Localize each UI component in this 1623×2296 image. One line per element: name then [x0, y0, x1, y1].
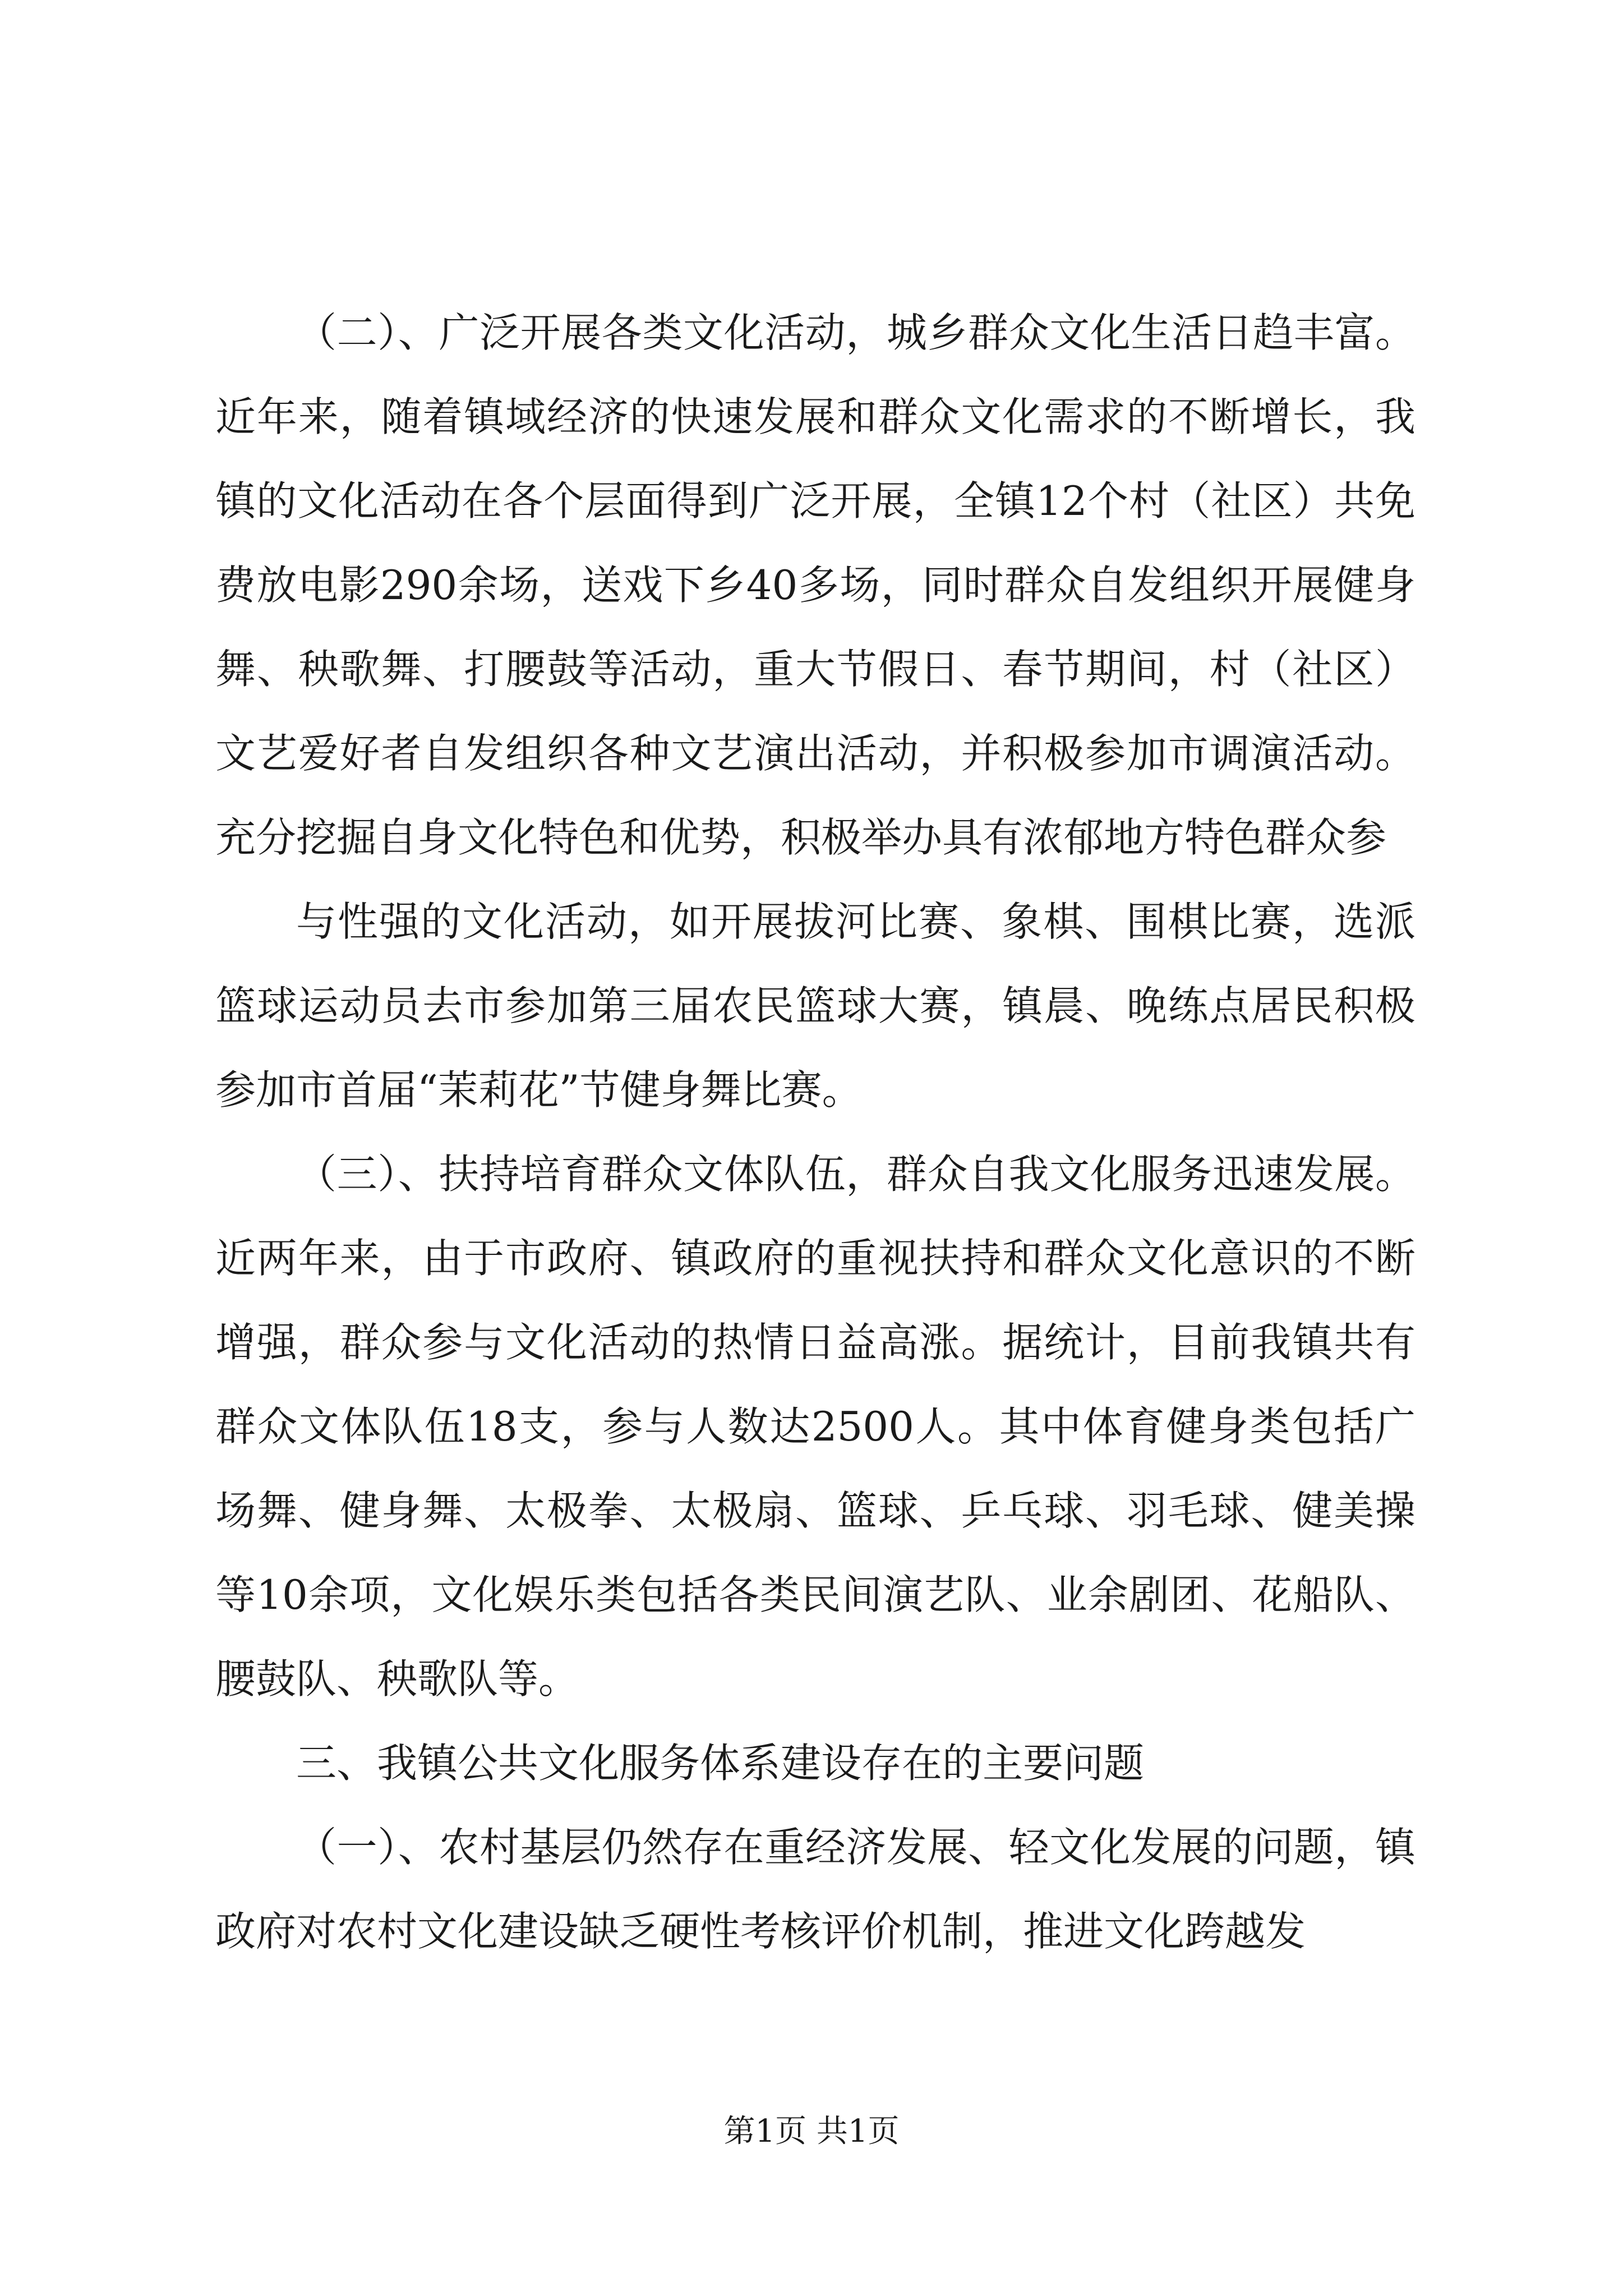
paragraph-section-three: （三）、扶持培育群众文体队伍，群众自我文化服务迅速发展。近两年来，由于市政府、镇政府的重视扶持和群众文化意识的不断增强，群众参与文化活动的热情日益高涨。据统计，目前我镇共有群众文体队伍18支，参与人数达2500人。其中体育健身类包括广场舞、健身舞、太极拳、太极扇、篮球、乒乓球、羽毛球、健美操等10余项，文化娱乐类包括各类民间演艺队、业余剧团、花船队、腰鼓队、秧歌队等。 — [215, 1151, 1415, 1703]
heading-main-problems: 三、我镇公共文化服务体系建设存在的主要问题 — [296, 1740, 1145, 1787]
paragraph-section-two: （二）、广泛开展各类文化活动，城乡群众文化生活日趋丰富。近年来，随着镇域经济的快速发展和群众文化需求的不断增长，我镇的文化活动在各个层面得到广泛开展，全镇12个村（社区）共免费放电影290余场，送戏下乡40多场，同时群众自发组织开展健身舞、秧歌舞、打腰鼓等活动，重大节假日、春节期间，村（社区）文艺爱好者自发组织各种文艺演出活动，并积极参加市调演活动。充分挖掘自身文化特色和优势，积极举办具有浓郁地方特色群众参 — [215, 309, 1415, 861]
page-number-footer: 第1页 共1页 — [723, 2113, 900, 2150]
document-body — [215, 291, 1415, 1973]
paragraph-problem-one: （一）、农村基层仍然存在重经济发展、轻文化发展的问题，镇政府对农村文化建设缺乏硬性考核评价机制，推进文化跨越发 — [215, 1824, 1415, 1955]
paragraph-section-two-continued: 与性强的文化活动，如开展拔河比赛、象棋、围棋比赛，选派篮球运动员去市参加第三届农民篮球大赛，镇晨、晚练点居民积极参加市首届“茉莉花”节健身舞比赛。 — [215, 898, 1415, 1114]
